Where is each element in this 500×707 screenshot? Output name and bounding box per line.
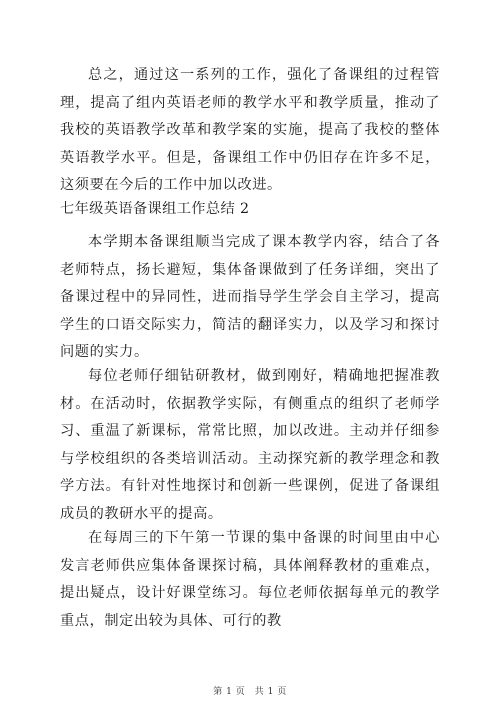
paragraph-teacher-study: 每位老师仔细钻研教材，做到刚好，精确地把握准教材。在活动时，依据教学实际，有侧重点的组织了老师学习、重温了新课标，常常比照，加以改进。主动并仔细参与学校组织的各类培训活动。主动探究新的教学理念和教学方法。有针对性地探讨和创新一些课例，促进了备课组成员的教研水平的提高。 (60, 368, 440, 522)
paragraph-summary: 总之，通过这一系列的工作，强化了备课组的过程管理，提高了组内英语老师的教学水平和教学质量，推动了我校的英语教学改革和教学案的实施，提高了我校的整体英语教学水平。但是，备课组工作中仍旧存在许多不足，这须要在今后的工作中加以改进。 (60, 67, 440, 194)
section-heading: 七年级英语备课组工作总结 2 (60, 201, 250, 217)
paragraph-weekly-prep: 在每周三的下午第一节课的集中备课的时间里由中心发言老师供应集体备课探讨稿，具体阐释教材的重难点，提出疑点，设计好课堂练习。每位老师依据每单元的教学重点，制定出较为具体、可行的教 (60, 530, 440, 629)
paragraph-course-completion: 本学期本备课组顺当完成了课本教学内容，结合了各老师特点，扬长避短，集体备课做到了任务详细，突出了备课过程中的异同性，进而指导学生学会自主学习，提高学生的口语交际实力，简洁的翻译实力，以及学习和探讨问题的实力。 (60, 234, 440, 361)
page-footer: 第 1 页 共 1 页 (213, 687, 287, 697)
